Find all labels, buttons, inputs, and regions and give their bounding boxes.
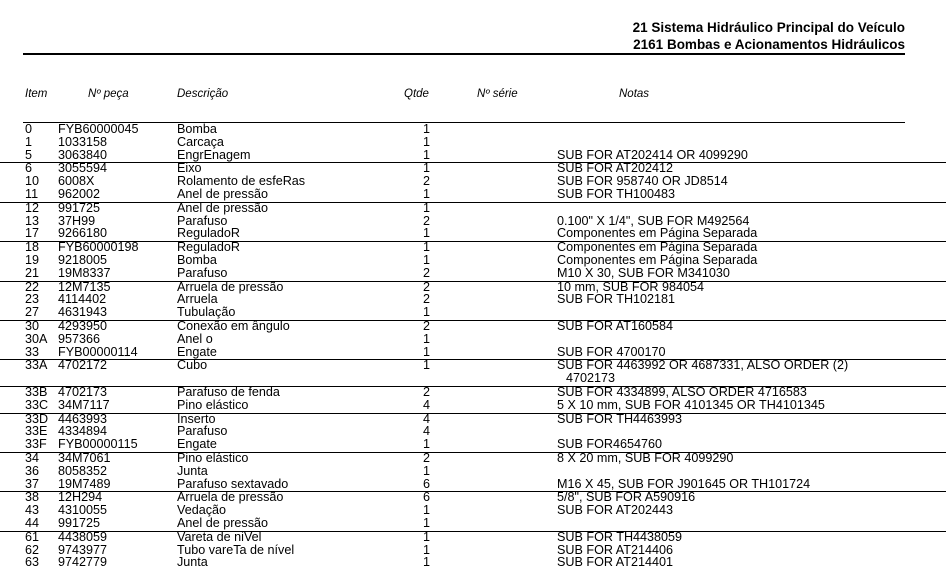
- part-note: SUB FOR 4700170: [557, 344, 666, 359]
- table-row: [0, 515, 946, 531]
- table-row-group: [0, 491, 946, 530]
- column-header-quantity: Qtde: [404, 88, 429, 100]
- part-number: 1033158: [58, 134, 108, 149]
- part-quantity: 1: [422, 122, 430, 136]
- part-description: Arruela: [177, 292, 218, 307]
- column-header-item: Item: [25, 88, 48, 100]
- part-number: 4702172: [58, 358, 108, 373]
- section-title: 21 Sistema Hidráulico Principal do Veículo: [632, 20, 905, 35]
- table-row-group: [0, 202, 946, 241]
- column-header-rule: [23, 122, 905, 123]
- part-description: Pino elástico: [177, 397, 249, 412]
- item-number: 34: [25, 450, 40, 465]
- part-number: 4334894: [58, 424, 108, 439]
- table-row: [0, 163, 946, 176]
- part-note: SUB FOR 958740 OR JD8514: [557, 174, 728, 189]
- part-note: SUB FOR TH102181: [557, 292, 676, 307]
- table-row: [0, 331, 946, 347]
- part-quantity: 1: [422, 542, 430, 557]
- part-number: 37H99: [58, 213, 96, 228]
- part-description: ReguladoR: [177, 226, 241, 241]
- part-note: SUB FOR AT214401: [557, 555, 673, 570]
- column-header-part: Nº peça: [88, 88, 129, 100]
- column-header-description: Descrição: [177, 88, 229, 100]
- part-description: Rolamento de esfeRas: [177, 174, 306, 189]
- table-row: [0, 186, 946, 202]
- item-number: 33D: [25, 411, 49, 426]
- part-description: Tubo vareTa de nível: [177, 542, 295, 557]
- part-quantity: 1: [422, 161, 430, 176]
- table-row-group: [0, 124, 946, 162]
- item-number: 33E: [25, 424, 48, 439]
- part-quantity: 2: [422, 279, 430, 294]
- part-quantity: 4: [422, 424, 430, 439]
- part-number: 34M7117: [58, 397, 110, 412]
- part-number: 4114402: [58, 292, 107, 307]
- table-row: [0, 252, 946, 268]
- part-description: Carcaça: [177, 134, 224, 149]
- part-note: SUB FOR 4334899, ALSO ORDER 4716583: [557, 384, 807, 399]
- part-quantity: 2: [422, 292, 430, 307]
- part-description: Parafuso: [177, 265, 228, 280]
- part-quantity: 1: [422, 358, 430, 373]
- column-header-serial: Nº série: [477, 88, 518, 100]
- table-row: [0, 492, 946, 505]
- part-description: Junta: [177, 463, 208, 478]
- table-row: [0, 147, 946, 163]
- table-row: [0, 450, 946, 466]
- part-note: SUB FOR TH4463993: [557, 411, 683, 426]
- item-number: 36: [25, 463, 40, 478]
- part-number: FYB00000115: [58, 437, 138, 452]
- item-number: 62: [25, 542, 40, 557]
- part-note: 10 mm, SUB FOR 984054: [557, 279, 704, 294]
- part-quantity: 2: [422, 174, 430, 189]
- part-note: 8 X 20 mm, SUB FOR 4099290: [557, 450, 734, 465]
- part-note: SUB FOR AT202414 OR 4099290: [557, 147, 748, 162]
- part-quantity: 1: [422, 503, 430, 518]
- part-number: 3055594: [58, 161, 108, 176]
- table-row: [0, 360, 946, 373]
- table-row-group: [0, 162, 946, 201]
- part-number: 4293950: [58, 318, 108, 333]
- item-number: 21: [25, 265, 40, 280]
- subsection-title: 2161 Bombas e Acionamentos Hidráulicos: [633, 37, 905, 52]
- item-number: 38: [25, 490, 40, 505]
- parts-table: [0, 124, 946, 570]
- part-description: Parafuso: [177, 424, 228, 439]
- table-row: [0, 557, 946, 570]
- table-row: [0, 200, 946, 216]
- table-row: [0, 439, 946, 452]
- part-description: Arruela de pressão: [177, 279, 284, 294]
- part-description: Parafuso sextavado: [177, 476, 289, 491]
- part-number: 34M7061: [58, 450, 111, 465]
- item-number: 30: [25, 318, 40, 333]
- part-quantity: 1: [422, 555, 430, 570]
- part-quantity: 1: [422, 305, 430, 320]
- item-number: 37: [25, 476, 40, 491]
- item-number: 44: [25, 515, 40, 530]
- part-number: FYB00000114: [58, 344, 138, 359]
- item-number: 33B: [25, 384, 48, 399]
- item-number: 18: [25, 240, 40, 255]
- part-quantity: 1: [422, 252, 430, 267]
- table-row: [0, 176, 946, 189]
- table-row: [0, 228, 946, 241]
- part-quantity: 1: [422, 226, 430, 241]
- part-quantity: 2: [422, 450, 430, 465]
- part-description: Cubo: [177, 358, 208, 373]
- item-number: 61: [25, 529, 40, 544]
- part-description: Inserto: [177, 411, 216, 426]
- part-number: 4310055: [58, 503, 108, 518]
- item-number: 12: [25, 200, 40, 215]
- part-description: Engate: [177, 344, 217, 359]
- part-description: Arruela de pressão: [177, 490, 284, 505]
- part-description: Anel de pressão: [177, 515, 269, 530]
- part-number: 991725: [58, 200, 101, 215]
- part-description: Pino elástico: [177, 450, 249, 465]
- part-note: M10 X 30, SUB FOR M341030: [557, 265, 730, 280]
- part-quantity: 1: [422, 147, 430, 162]
- item-number: 5: [25, 147, 33, 162]
- item-number: 30A: [25, 331, 48, 346]
- part-note: Componentes em Página Separada: [557, 226, 758, 241]
- item-number: 63: [25, 555, 40, 570]
- part-number: 9743977: [58, 542, 108, 557]
- part-number: 991725: [58, 515, 101, 530]
- part-number: 9266180: [58, 226, 108, 241]
- item-number: 33: [25, 344, 40, 359]
- table-row: [0, 294, 946, 307]
- part-quantity: 1: [422, 529, 430, 544]
- item-number: 6: [25, 161, 33, 176]
- part-number: FYB60000045: [58, 122, 139, 136]
- part-note: Componentes em Página Separada: [557, 252, 758, 267]
- part-note: M16 X 45, SUB FOR J901645 OR TH101724: [557, 476, 811, 491]
- part-number: 19M8337: [58, 265, 111, 280]
- table-row: [0, 279, 946, 295]
- header-rule: [23, 53, 905, 55]
- part-number: 4463993: [58, 411, 108, 426]
- table-row: [0, 124, 946, 137]
- part-note: SUB FOR AT214406: [557, 542, 673, 557]
- part-number: 962002: [58, 186, 101, 201]
- table-row-group: [0, 281, 946, 320]
- part-quantity: 1: [422, 437, 430, 452]
- item-number: 22: [25, 279, 40, 294]
- part-note: SUB FOR TH100483: [557, 186, 676, 201]
- part-note-continuation: 4702173: [566, 371, 616, 386]
- part-note: 0.100" X 1/4", SUB FOR M492564: [557, 213, 750, 228]
- part-quantity: 1: [422, 331, 430, 346]
- part-description: Vedação: [177, 503, 227, 518]
- part-number: 9218005: [58, 252, 108, 267]
- part-number: 3063840: [58, 147, 108, 162]
- part-description: Anel o: [177, 331, 213, 346]
- part-description: Eixo: [177, 161, 202, 176]
- part-quantity: 1: [422, 134, 430, 149]
- item-number: 17: [25, 226, 40, 241]
- part-quantity: 6: [422, 476, 430, 491]
- item-number: 0: [25, 122, 33, 136]
- part-number: 12H294: [58, 490, 103, 505]
- table-row-group: [0, 320, 946, 359]
- part-description: Tubulação: [177, 305, 236, 320]
- part-number: FYB60000198: [58, 240, 139, 255]
- table-row: [0, 318, 946, 334]
- part-description: Anel de pressão: [177, 186, 269, 201]
- part-description: Parafuso: [177, 213, 228, 228]
- part-note: SUB FOR AT160584: [557, 318, 673, 333]
- item-number: 33C: [25, 397, 49, 412]
- column-header-notes: Notas: [619, 88, 650, 100]
- part-quantity: 1: [422, 463, 430, 478]
- part-quantity: 1: [422, 240, 430, 255]
- part-number: 4438059: [58, 529, 108, 544]
- item-number: 19: [25, 252, 40, 267]
- table-row: [0, 397, 946, 413]
- part-quantity: 1: [422, 515, 430, 530]
- part-note: SUB FOR TH4438059: [557, 529, 683, 544]
- part-description: Vareta de niVel: [177, 529, 262, 544]
- table-row: [0, 307, 946, 320]
- part-number: 12M7135: [58, 279, 111, 294]
- table-row-group: [0, 531, 946, 570]
- part-number: 4631943: [58, 305, 108, 320]
- part-number: 9742779: [58, 555, 108, 570]
- table-row: [0, 242, 946, 255]
- table-row-group: [0, 359, 946, 386]
- part-number: 8058352: [58, 463, 108, 478]
- item-number: 11: [25, 186, 39, 201]
- table-row: [0, 265, 946, 281]
- item-number: 43: [25, 503, 40, 518]
- part-quantity: 2: [422, 265, 430, 280]
- table-row: [0, 529, 946, 545]
- part-description: Parafuso de fenda: [177, 384, 280, 399]
- part-quantity: 2: [422, 318, 430, 333]
- part-note: 5/8", SUB FOR A590916: [557, 490, 696, 505]
- table-row: [0, 134, 946, 150]
- part-quantity: 4: [422, 411, 430, 426]
- table-row: [0, 476, 946, 492]
- part-note: 5 X 10 mm, SUB FOR 4101345 OR TH4101345: [557, 397, 825, 412]
- item-number: 1: [25, 134, 33, 149]
- part-description: ReguladoR: [177, 240, 241, 255]
- part-quantity: 4: [422, 397, 430, 412]
- part-description: Bomba: [177, 122, 217, 136]
- part-description: EngrEnagem: [177, 147, 251, 162]
- part-note: SUB FOR 4463992 OR 4687331, ALSO ORDER (2): [557, 358, 849, 373]
- part-note: SUB FOR AT202443: [557, 503, 673, 518]
- table-row: [0, 213, 946, 229]
- table-row-group: [0, 452, 946, 491]
- part-number: 4702173: [58, 384, 108, 399]
- table-row: [0, 542, 946, 558]
- table-row-group: [0, 413, 946, 452]
- part-quantity: 1: [422, 186, 430, 201]
- part-description: Junta: [177, 555, 208, 570]
- item-number: 27: [25, 305, 40, 320]
- part-description: Anel de pressão: [177, 200, 269, 215]
- item-number: 10: [25, 174, 40, 189]
- part-description: Conexão em ângulo: [177, 318, 290, 333]
- part-quantity: 2: [422, 384, 430, 399]
- part-description: Engate: [177, 437, 217, 452]
- part-quantity: 2: [422, 213, 430, 228]
- part-quantity: 6: [422, 490, 430, 505]
- part-note: SUB FOR AT202412: [557, 161, 673, 176]
- table-row-group: [0, 386, 946, 413]
- item-number: 33A: [25, 358, 48, 373]
- item-number: 13: [25, 213, 40, 228]
- item-number: 33F: [25, 437, 47, 452]
- part-note: SUB FOR4654760: [557, 437, 663, 452]
- part-number: 6008X: [58, 174, 95, 189]
- part-quantity: 1: [422, 344, 430, 359]
- item-number: 23: [25, 292, 40, 307]
- table-row: [0, 426, 946, 439]
- table-row: [0, 411, 946, 427]
- part-number: 957366: [58, 331, 101, 346]
- table-row-group: [0, 241, 946, 280]
- part-number: 19M7489: [58, 476, 111, 491]
- part-description: Bomba: [177, 252, 217, 267]
- table-row: [0, 505, 946, 518]
- part-note: Componentes em Página Separada: [557, 240, 758, 255]
- part-quantity: 1: [422, 200, 430, 215]
